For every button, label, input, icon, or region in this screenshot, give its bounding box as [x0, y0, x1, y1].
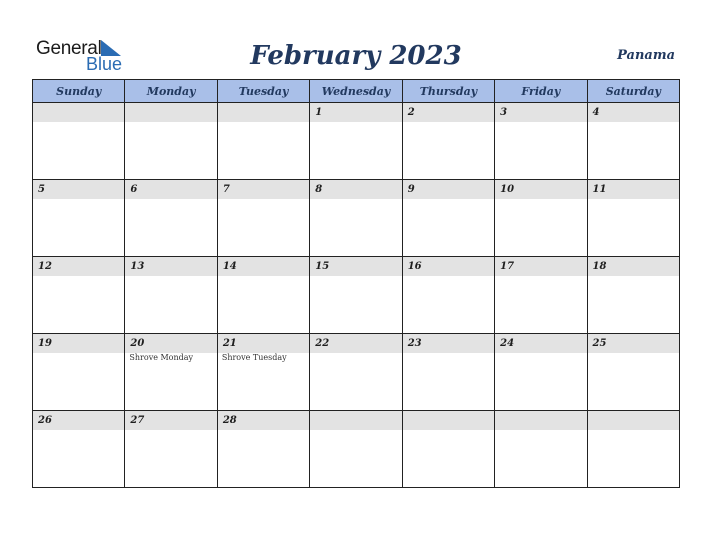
day-number [33, 103, 124, 122]
day-number: 2 [403, 103, 494, 122]
day-cell [33, 411, 125, 488]
day-cell [402, 411, 494, 488]
weekday-header: Sunday [33, 80, 125, 103]
day-cell [402, 103, 494, 180]
week-row [33, 334, 680, 411]
day-number: 27 [125, 411, 216, 430]
day-cell [587, 411, 679, 488]
weekday-header: Thursday [402, 80, 494, 103]
day-cell [495, 257, 587, 334]
day-cell [217, 411, 309, 488]
holiday-label: Shrove Tuesday [221, 353, 287, 362]
day-number: 16 [403, 257, 494, 276]
weekday-header: Friday [495, 80, 587, 103]
day-cell [217, 103, 309, 180]
weekday-header: Wednesday [310, 80, 402, 103]
day-cell [125, 411, 217, 488]
day-number: 20 [125, 334, 216, 353]
day-cell [310, 257, 402, 334]
day-number: 28 [218, 411, 309, 430]
day-number: 11 [588, 180, 679, 199]
day-cell [217, 257, 309, 334]
logo-text-blue: Blue [86, 54, 123, 74]
day-cell [495, 103, 587, 180]
day-number: 3 [495, 103, 586, 122]
day-number: 25 [588, 334, 679, 353]
day-cell [310, 180, 402, 257]
day-number [403, 411, 494, 430]
day-cell [495, 334, 587, 411]
day-number [310, 411, 401, 430]
day-number: 26 [33, 411, 124, 430]
day-number [218, 103, 309, 122]
day-number [495, 411, 586, 430]
day-number: 6 [125, 180, 216, 199]
day-cell [402, 180, 494, 257]
weekday-header-row [33, 80, 680, 103]
day-number: 10 [495, 180, 586, 199]
week-row [33, 257, 680, 334]
week-row [33, 103, 680, 180]
day-number [588, 411, 679, 430]
day-cell [125, 180, 217, 257]
week-row [33, 180, 680, 257]
country-label: Panama [617, 48, 675, 63]
day-number: 21 [218, 334, 309, 353]
day-cell [402, 334, 494, 411]
calendar-grid [32, 79, 680, 488]
day-cell [495, 411, 587, 488]
day-cell [33, 257, 125, 334]
day-number [125, 103, 216, 122]
day-cell [217, 334, 309, 411]
day-cell [33, 334, 125, 411]
day-cell [495, 180, 587, 257]
day-cell [125, 103, 217, 180]
day-cell [587, 334, 679, 411]
day-number: 13 [125, 257, 216, 276]
day-cell [310, 334, 402, 411]
day-number: 4 [588, 103, 679, 122]
day-number: 24 [495, 334, 586, 353]
calendar-title: February 2023 [250, 41, 462, 71]
day-number: 15 [310, 257, 401, 276]
day-cell [33, 103, 125, 180]
logo-text-general: General [36, 38, 102, 59]
day-number: 18 [588, 257, 679, 276]
holiday-label: Shrove Monday [129, 353, 194, 362]
day-cell [587, 103, 679, 180]
day-cell [217, 180, 309, 257]
day-number: 19 [33, 334, 124, 353]
day-cell [125, 257, 217, 334]
day-cell [310, 411, 402, 488]
day-cell [33, 180, 125, 257]
day-number: 12 [33, 257, 124, 276]
day-number: 1 [310, 103, 401, 122]
weekday-header: Monday [125, 80, 217, 103]
weekday-header: Tuesday [217, 80, 309, 103]
day-number: 17 [495, 257, 586, 276]
day-cell [402, 257, 494, 334]
weekday-header: Saturday [587, 80, 679, 103]
day-cell [310, 103, 402, 180]
day-number: 14 [218, 257, 309, 276]
week-row [33, 411, 680, 488]
day-number: 9 [403, 180, 494, 199]
day-number: 5 [33, 180, 124, 199]
day-cell [125, 334, 217, 411]
day-number: 23 [403, 334, 494, 353]
day-cell [587, 180, 679, 257]
day-cell [587, 257, 679, 334]
day-number: 22 [310, 334, 401, 353]
day-number: 7 [218, 180, 309, 199]
day-number: 8 [310, 180, 401, 199]
